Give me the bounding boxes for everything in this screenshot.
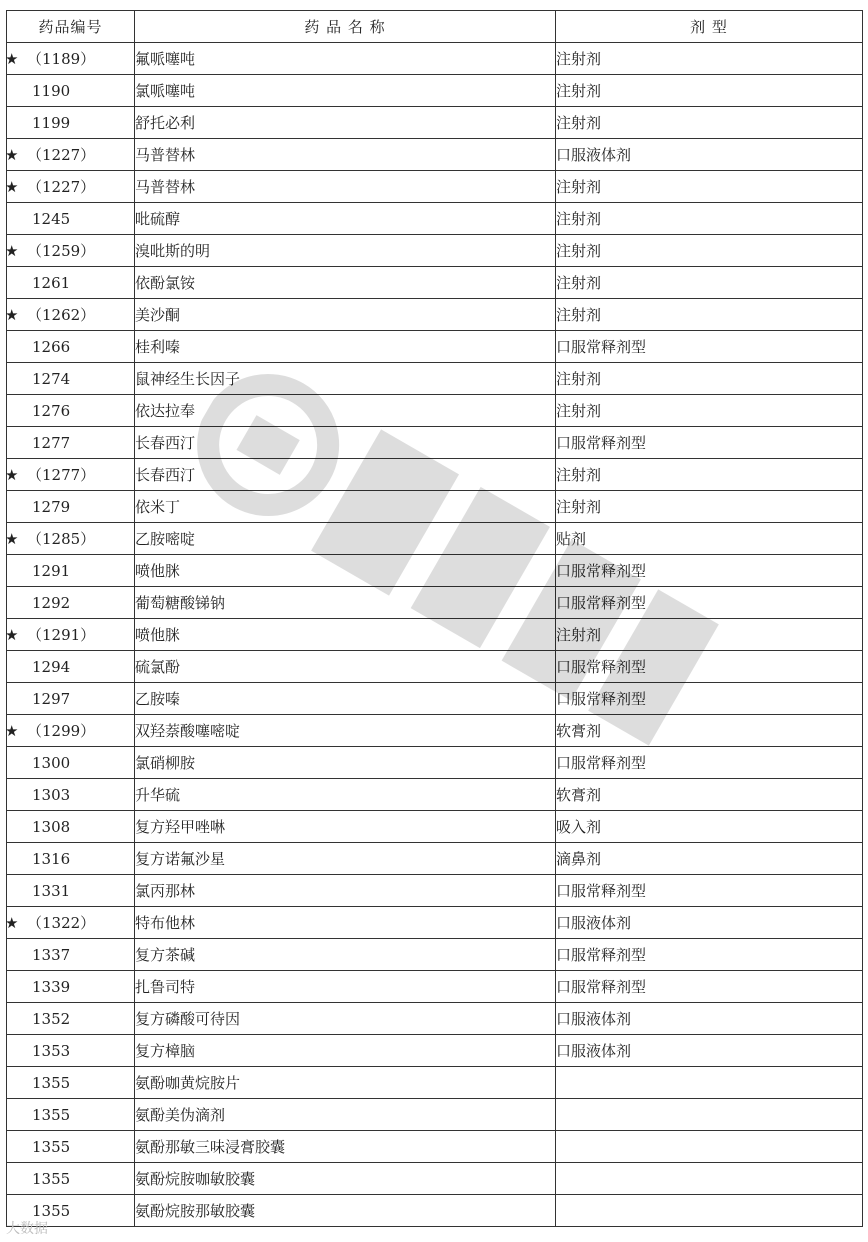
drug-name: 扎鲁司特 xyxy=(135,971,556,1003)
drug-code-cell xyxy=(7,843,135,875)
dosage-form: 贴剂 xyxy=(556,523,863,555)
drug-name: 氯丙那林 xyxy=(135,875,556,907)
drug-code: 1297 xyxy=(32,689,71,708)
table-header xyxy=(7,11,863,43)
drug-code-cell xyxy=(7,267,135,299)
drug-code-cell xyxy=(7,363,135,395)
drug-name: 氨酚烷胺那敏胶囊 xyxy=(135,1195,556,1227)
drug-code: 1316 xyxy=(32,849,71,868)
drug-code: 1291 xyxy=(32,561,71,580)
dosage-form: 口服液体剂 xyxy=(556,907,863,939)
table-row xyxy=(7,939,863,971)
drug-name: 马普替林 xyxy=(135,139,556,171)
drug-name: 吡硫醇 xyxy=(135,203,556,235)
drug-code-cell xyxy=(7,651,135,683)
dosage-form: 口服常释剂型 xyxy=(556,747,863,779)
drug-code: 1355 xyxy=(32,1201,71,1220)
table-row xyxy=(7,171,863,203)
star-icon: ★ xyxy=(5,178,19,196)
drug-code: 1294 xyxy=(32,657,71,676)
drug-code: 1190 xyxy=(32,81,71,100)
table-row xyxy=(7,459,863,491)
drug-name: 喷他脒 xyxy=(135,555,556,587)
table-row xyxy=(7,267,863,299)
table-row xyxy=(7,203,863,235)
table-row xyxy=(7,747,863,779)
star-icon: ★ xyxy=(5,146,19,164)
drug-code-cell xyxy=(7,779,135,811)
table-row xyxy=(7,1195,863,1227)
dosage-form: 口服液体剂 xyxy=(556,1003,863,1035)
drug-name: 喷他脒 xyxy=(135,619,556,651)
drug-name: 复方樟脑 xyxy=(135,1035,556,1067)
drug-name: 桂利嗪 xyxy=(135,331,556,363)
drug-code: 1352 xyxy=(32,1009,71,1028)
drug-code: 1266 xyxy=(32,337,71,356)
drug-code-cell xyxy=(7,107,135,139)
table-row xyxy=(7,1131,863,1163)
table-row xyxy=(7,363,863,395)
table-row xyxy=(7,875,863,907)
table-row xyxy=(7,107,863,139)
dosage-form: 注射剂 xyxy=(556,363,863,395)
dosage-form: 口服常释剂型 xyxy=(556,331,863,363)
drug-code-cell xyxy=(7,331,135,363)
drug-code-cell xyxy=(7,75,135,107)
table-row xyxy=(7,779,863,811)
dosage-form: 注射剂 xyxy=(556,43,863,75)
star-icon: ★ xyxy=(5,50,19,68)
drug-code-cell xyxy=(7,427,135,459)
dosage-form xyxy=(556,1195,863,1227)
drug-name: 氨酚美伪滴剂 xyxy=(135,1099,556,1131)
header-code: 药品编号 xyxy=(7,11,135,43)
drug-code-cell xyxy=(7,235,135,267)
drug-code: 1292 xyxy=(32,593,71,612)
footer-watermark: 大数据 xyxy=(6,1221,48,1237)
star-icon: ★ xyxy=(5,722,19,740)
dosage-form: 口服常释剂型 xyxy=(556,587,863,619)
table-row xyxy=(7,1035,863,1067)
drug-code-cell xyxy=(7,139,135,171)
table-row xyxy=(7,235,863,267)
table-row xyxy=(7,971,863,1003)
drug-code-cell xyxy=(7,171,135,203)
drug-name: 依达拉奉 xyxy=(135,395,556,427)
drug-name: 舒托必利 xyxy=(135,107,556,139)
drug-code: 1276 xyxy=(32,401,71,420)
drug-name: 复方诺氟沙星 xyxy=(135,843,556,875)
drug-code: 1303 xyxy=(32,785,71,804)
drug-code: 1300 xyxy=(32,753,71,772)
drug-name: 乙胺嗪 xyxy=(135,683,556,715)
drug-name: 乙胺嘧啶 xyxy=(135,523,556,555)
drug-code-cell xyxy=(7,1035,135,1067)
dosage-form: 注射剂 xyxy=(556,235,863,267)
table-row xyxy=(7,1067,863,1099)
dosage-form: 口服常释剂型 xyxy=(556,555,863,587)
dosage-form: 口服常释剂型 xyxy=(556,875,863,907)
drug-code-cell xyxy=(7,491,135,523)
table-row xyxy=(7,427,863,459)
table-row xyxy=(7,395,863,427)
drug-code: 1277 xyxy=(32,433,71,452)
drug-code-cell xyxy=(7,1067,135,1099)
dosage-form xyxy=(556,1163,863,1195)
dosage-form: 注射剂 xyxy=(556,267,863,299)
drug-code-cell xyxy=(7,683,135,715)
drug-name: 马普替林 xyxy=(135,171,556,203)
drug-code: 1337 xyxy=(32,945,71,964)
drug-name: 氯硝柳胺 xyxy=(135,747,556,779)
drug-name: 复方磷酸可待因 xyxy=(135,1003,556,1035)
drug-name: 鼠神经生长因子 xyxy=(135,363,556,395)
drug-name: 依米丁 xyxy=(135,491,556,523)
dosage-form: 口服液体剂 xyxy=(556,1035,863,1067)
drug-name: 硫氯酚 xyxy=(135,651,556,683)
drug-code: （1277） xyxy=(27,466,96,484)
drug-code: 1199 xyxy=(32,113,71,132)
dosage-form: 注射剂 xyxy=(556,75,863,107)
dosage-form: 口服液体剂 xyxy=(556,139,863,171)
drug-code: 1245 xyxy=(32,209,71,228)
star-icon: ★ xyxy=(5,530,19,548)
drug-name: 复方羟甲唑啉 xyxy=(135,811,556,843)
star-icon: ★ xyxy=(5,242,19,260)
table-row xyxy=(7,715,863,747)
drug-code: 1355 xyxy=(32,1073,71,1092)
drug-name: 葡萄糖酸锑钠 xyxy=(135,587,556,619)
drug-name: 氟哌噻吨 xyxy=(135,43,556,75)
drug-code-cell xyxy=(7,395,135,427)
table-row xyxy=(7,331,863,363)
dosage-form: 口服常释剂型 xyxy=(556,971,863,1003)
dosage-form: 口服常释剂型 xyxy=(556,427,863,459)
drug-code: 1355 xyxy=(32,1105,71,1124)
drug-code-cell xyxy=(7,875,135,907)
drug-name: 升华硫 xyxy=(135,779,556,811)
dosage-form: 注射剂 xyxy=(556,203,863,235)
drug-code-cell xyxy=(7,459,135,491)
drug-name: 特布他林 xyxy=(135,907,556,939)
drug-code-cell xyxy=(7,299,135,331)
star-icon: ★ xyxy=(5,466,19,484)
dosage-form: 口服常释剂型 xyxy=(556,683,863,715)
table-row xyxy=(7,75,863,107)
dosage-form: 吸入剂 xyxy=(556,811,863,843)
dosage-form: 注射剂 xyxy=(556,107,863,139)
dosage-form: 注射剂 xyxy=(556,619,863,651)
star-icon: ★ xyxy=(5,914,19,932)
table-row xyxy=(7,299,863,331)
drug-code-cell xyxy=(7,747,135,779)
drug-name: 长春西汀 xyxy=(135,459,556,491)
drug-table xyxy=(6,10,863,1227)
drug-name: 双羟萘酸噻嘧啶 xyxy=(135,715,556,747)
drug-code: （1227） xyxy=(27,146,96,164)
dosage-form xyxy=(556,1131,863,1163)
drug-code-cell xyxy=(7,907,135,939)
drug-name: 氨酚烷胺咖敏胶囊 xyxy=(135,1163,556,1195)
dosage-form: 注射剂 xyxy=(556,491,863,523)
drug-code-cell xyxy=(7,1163,135,1195)
drug-code: 1261 xyxy=(32,273,71,292)
drug-name: 长春西汀 xyxy=(135,427,556,459)
drug-code: （1262） xyxy=(27,306,96,324)
drug-code: 1331 xyxy=(32,881,71,900)
drug-name: 依酚氯铵 xyxy=(135,267,556,299)
drug-code-cell xyxy=(7,1099,135,1131)
dosage-form: 口服常释剂型 xyxy=(556,939,863,971)
drug-code: 1308 xyxy=(32,817,71,836)
table-row xyxy=(7,587,863,619)
table-row xyxy=(7,907,863,939)
drug-name: 美沙酮 xyxy=(135,299,556,331)
drug-code-cell xyxy=(7,619,135,651)
drug-code: （1299） xyxy=(27,722,96,740)
star-icon: ★ xyxy=(5,306,19,324)
drug-code-cell xyxy=(7,1131,135,1163)
header-name: 药 品 名 称 xyxy=(135,11,556,43)
dosage-form: 注射剂 xyxy=(556,459,863,491)
table-row xyxy=(7,1163,863,1195)
dosage-form: 注射剂 xyxy=(556,299,863,331)
dosage-form: 注射剂 xyxy=(556,171,863,203)
table-row xyxy=(7,683,863,715)
drug-code: 1355 xyxy=(32,1137,71,1156)
drug-code: （1259） xyxy=(27,242,96,260)
drug-code-cell xyxy=(7,555,135,587)
drug-code-cell xyxy=(7,715,135,747)
drug-code: （1285） xyxy=(27,530,96,548)
table-row xyxy=(7,139,863,171)
dosage-form: 软膏剂 xyxy=(556,715,863,747)
table-row xyxy=(7,43,863,75)
drug-code: 1339 xyxy=(32,977,71,996)
drug-code-cell xyxy=(7,971,135,1003)
table-row xyxy=(7,523,863,555)
table-row xyxy=(7,651,863,683)
dosage-form xyxy=(556,1099,863,1131)
drug-code: 1355 xyxy=(32,1169,71,1188)
star-icon: ★ xyxy=(5,626,19,644)
dosage-form: 软膏剂 xyxy=(556,779,863,811)
drug-name: 氨酚那敏三味浸膏胶囊 xyxy=(135,1131,556,1163)
table-row xyxy=(7,1099,863,1131)
table-body xyxy=(7,43,863,1227)
drug-code: （1291） xyxy=(27,626,96,644)
table-row xyxy=(7,491,863,523)
table-row xyxy=(7,843,863,875)
drug-code: 1353 xyxy=(32,1041,71,1060)
drug-code-cell xyxy=(7,203,135,235)
drug-code-cell xyxy=(7,1003,135,1035)
drug-code: （1322） xyxy=(27,914,96,932)
table-row xyxy=(7,811,863,843)
drug-code: 1274 xyxy=(32,369,71,388)
drug-name: 氨酚咖黄烷胺片 xyxy=(135,1067,556,1099)
dosage-form: 滴鼻剂 xyxy=(556,843,863,875)
header-form: 剂 型 xyxy=(556,11,863,43)
drug-code-cell xyxy=(7,43,135,75)
drug-code-cell xyxy=(7,587,135,619)
drug-code-cell xyxy=(7,939,135,971)
drug-code: （1227） xyxy=(27,178,96,196)
table-row xyxy=(7,619,863,651)
table-row xyxy=(7,1003,863,1035)
drug-code-cell xyxy=(7,523,135,555)
drug-code: 1279 xyxy=(32,497,71,516)
table-row xyxy=(7,555,863,587)
dosage-form: 注射剂 xyxy=(556,395,863,427)
drug-name: 氯哌噻吨 xyxy=(135,75,556,107)
drug-name: 复方茶碱 xyxy=(135,939,556,971)
drug-code: （1189） xyxy=(27,50,96,68)
drug-code-cell xyxy=(7,811,135,843)
drug-name: 溴吡斯的明 xyxy=(135,235,556,267)
dosage-form xyxy=(556,1067,863,1099)
dosage-form: 口服常释剂型 xyxy=(556,651,863,683)
